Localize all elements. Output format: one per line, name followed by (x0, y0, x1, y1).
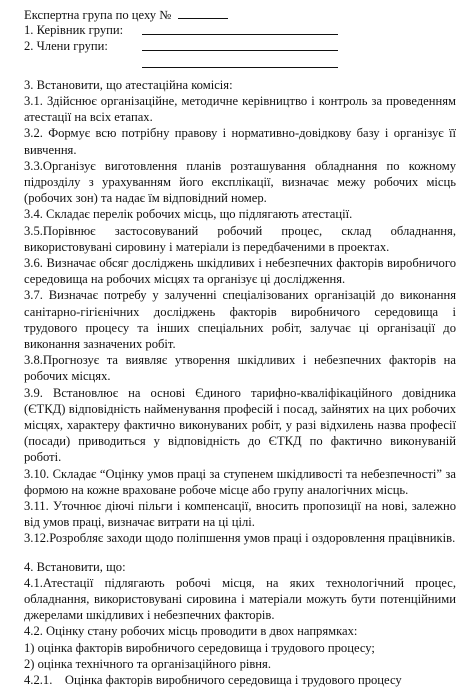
document-page (24, 6, 456, 688)
group-members-blank-2[interactable] (142, 55, 338, 68)
item-4-2-direction-1: 1) оцінка факторів виробничого середовища і трудового процесу; (24, 640, 375, 655)
workshop-number-blank[interactable] (178, 6, 228, 19)
item-3-6: 3.6. Визначає обсяг досліджень шкідливих і небезпечних факторів виробничого середовища на робочих місцях та організує ці дослідження. (24, 255, 456, 287)
expert-group-row (24, 6, 456, 22)
head-of-group-row (24, 22, 456, 38)
item-4-2-1: 4.2.1. Оцінка факторів виробничого середовища і трудового процесу (24, 673, 402, 688)
item-3-3: 3.3.Організує виготовлення планів розташування обладнання по кожному підрозділу з урахуванням його експлікації, визначає межу робочих місць (робочих зон) та надає їм відповідний номер. (24, 158, 456, 206)
section-3-title: 3. Встановити, що атестаційна комісія: (24, 77, 233, 92)
group-members-row-2 (24, 55, 456, 71)
head-of-group-label: 1. Керівник групи: (24, 23, 124, 38)
item-3-7: 3.7. Визначає потребу у залученні спеціалізованих організацій до виконання санітарно-гігієнічних досліджень факторів виробничого середовища і трудового процесу та інших спеціальних робіт, залучає ці організації до виконання зазначених робіт. (24, 288, 456, 351)
item-3-10: 3.10. Складає “Оцінку умов праці за ступенем шкідливості та небезпечності” за формою на кожне враховане робоче місце або групу аналогічних місць. (24, 466, 456, 497)
item-3-4: 3.4. Складає перелік робочих місць, що підлягають атестації. (24, 207, 353, 222)
item-4-1: 4.1.Атестації підлягають робочі місця, на яких технологічний процес, обладнання, використовувані сировина і матеріали можуть бути потенційними джерелами шкідливих і небезпечних факторів. (24, 575, 456, 623)
item-4-2-direction-2: 2) оцінка технічного та організаційного рівня. (24, 656, 271, 671)
group-members-row (24, 38, 456, 54)
section-4-title: 4. Встановити, що: (24, 559, 126, 574)
item-3-11: 3.11. Уточнює діючі пільги і компенсації, вносить пропозиції на нові, залежно від умов праці, визначає витрати на ці цілі. (24, 499, 456, 530)
item-3-12: 3.12.Розробляє заходи щодо поліпшення умов праці і оздоровлення працівників. (24, 531, 456, 546)
head-of-group-blank[interactable] (142, 22, 338, 35)
item-4-2: 4.2. Оцінку стану робочих місць проводити в двох напрямках: (24, 624, 358, 639)
item-3-2: 3.2. Формує всю потрібну правову і нормативно-довідкову базу і організує її вивчення. (24, 126, 456, 157)
item-3-1: 3.1. Здійснює організаційне, методичне керівництво і контроль за проведенням атестації на всіх етапах. (24, 93, 456, 125)
item-3-5: 3.5.Порівнює застосовуваний робочий процес, склад обладнання, використовувані сировину і матеріали із передбаченими в проектах. (24, 223, 456, 254)
item-3-8: 3.8.Прогнозує та виявляє утворення шкідливих і небезпечних факторів на робочих місцях. (24, 353, 456, 384)
item-3-9: 3.9. Встановлює на основі Єдиного тарифно-кваліфікаційного довідника (ЄТКД) відповідність найменування професій і посад, зайнятих на цих робочих місцях, характеру фактично виконуваних робіт, у разі відхилень назва професії (посади) приводиться у відповідність до ЄТКД по фактично виконуваній роботі. (24, 385, 456, 465)
expert-group-label: Експертна група по цеху № (24, 8, 172, 22)
group-members-blank-1[interactable] (142, 38, 338, 51)
group-members-label: 2. Члени групи: (24, 39, 108, 54)
